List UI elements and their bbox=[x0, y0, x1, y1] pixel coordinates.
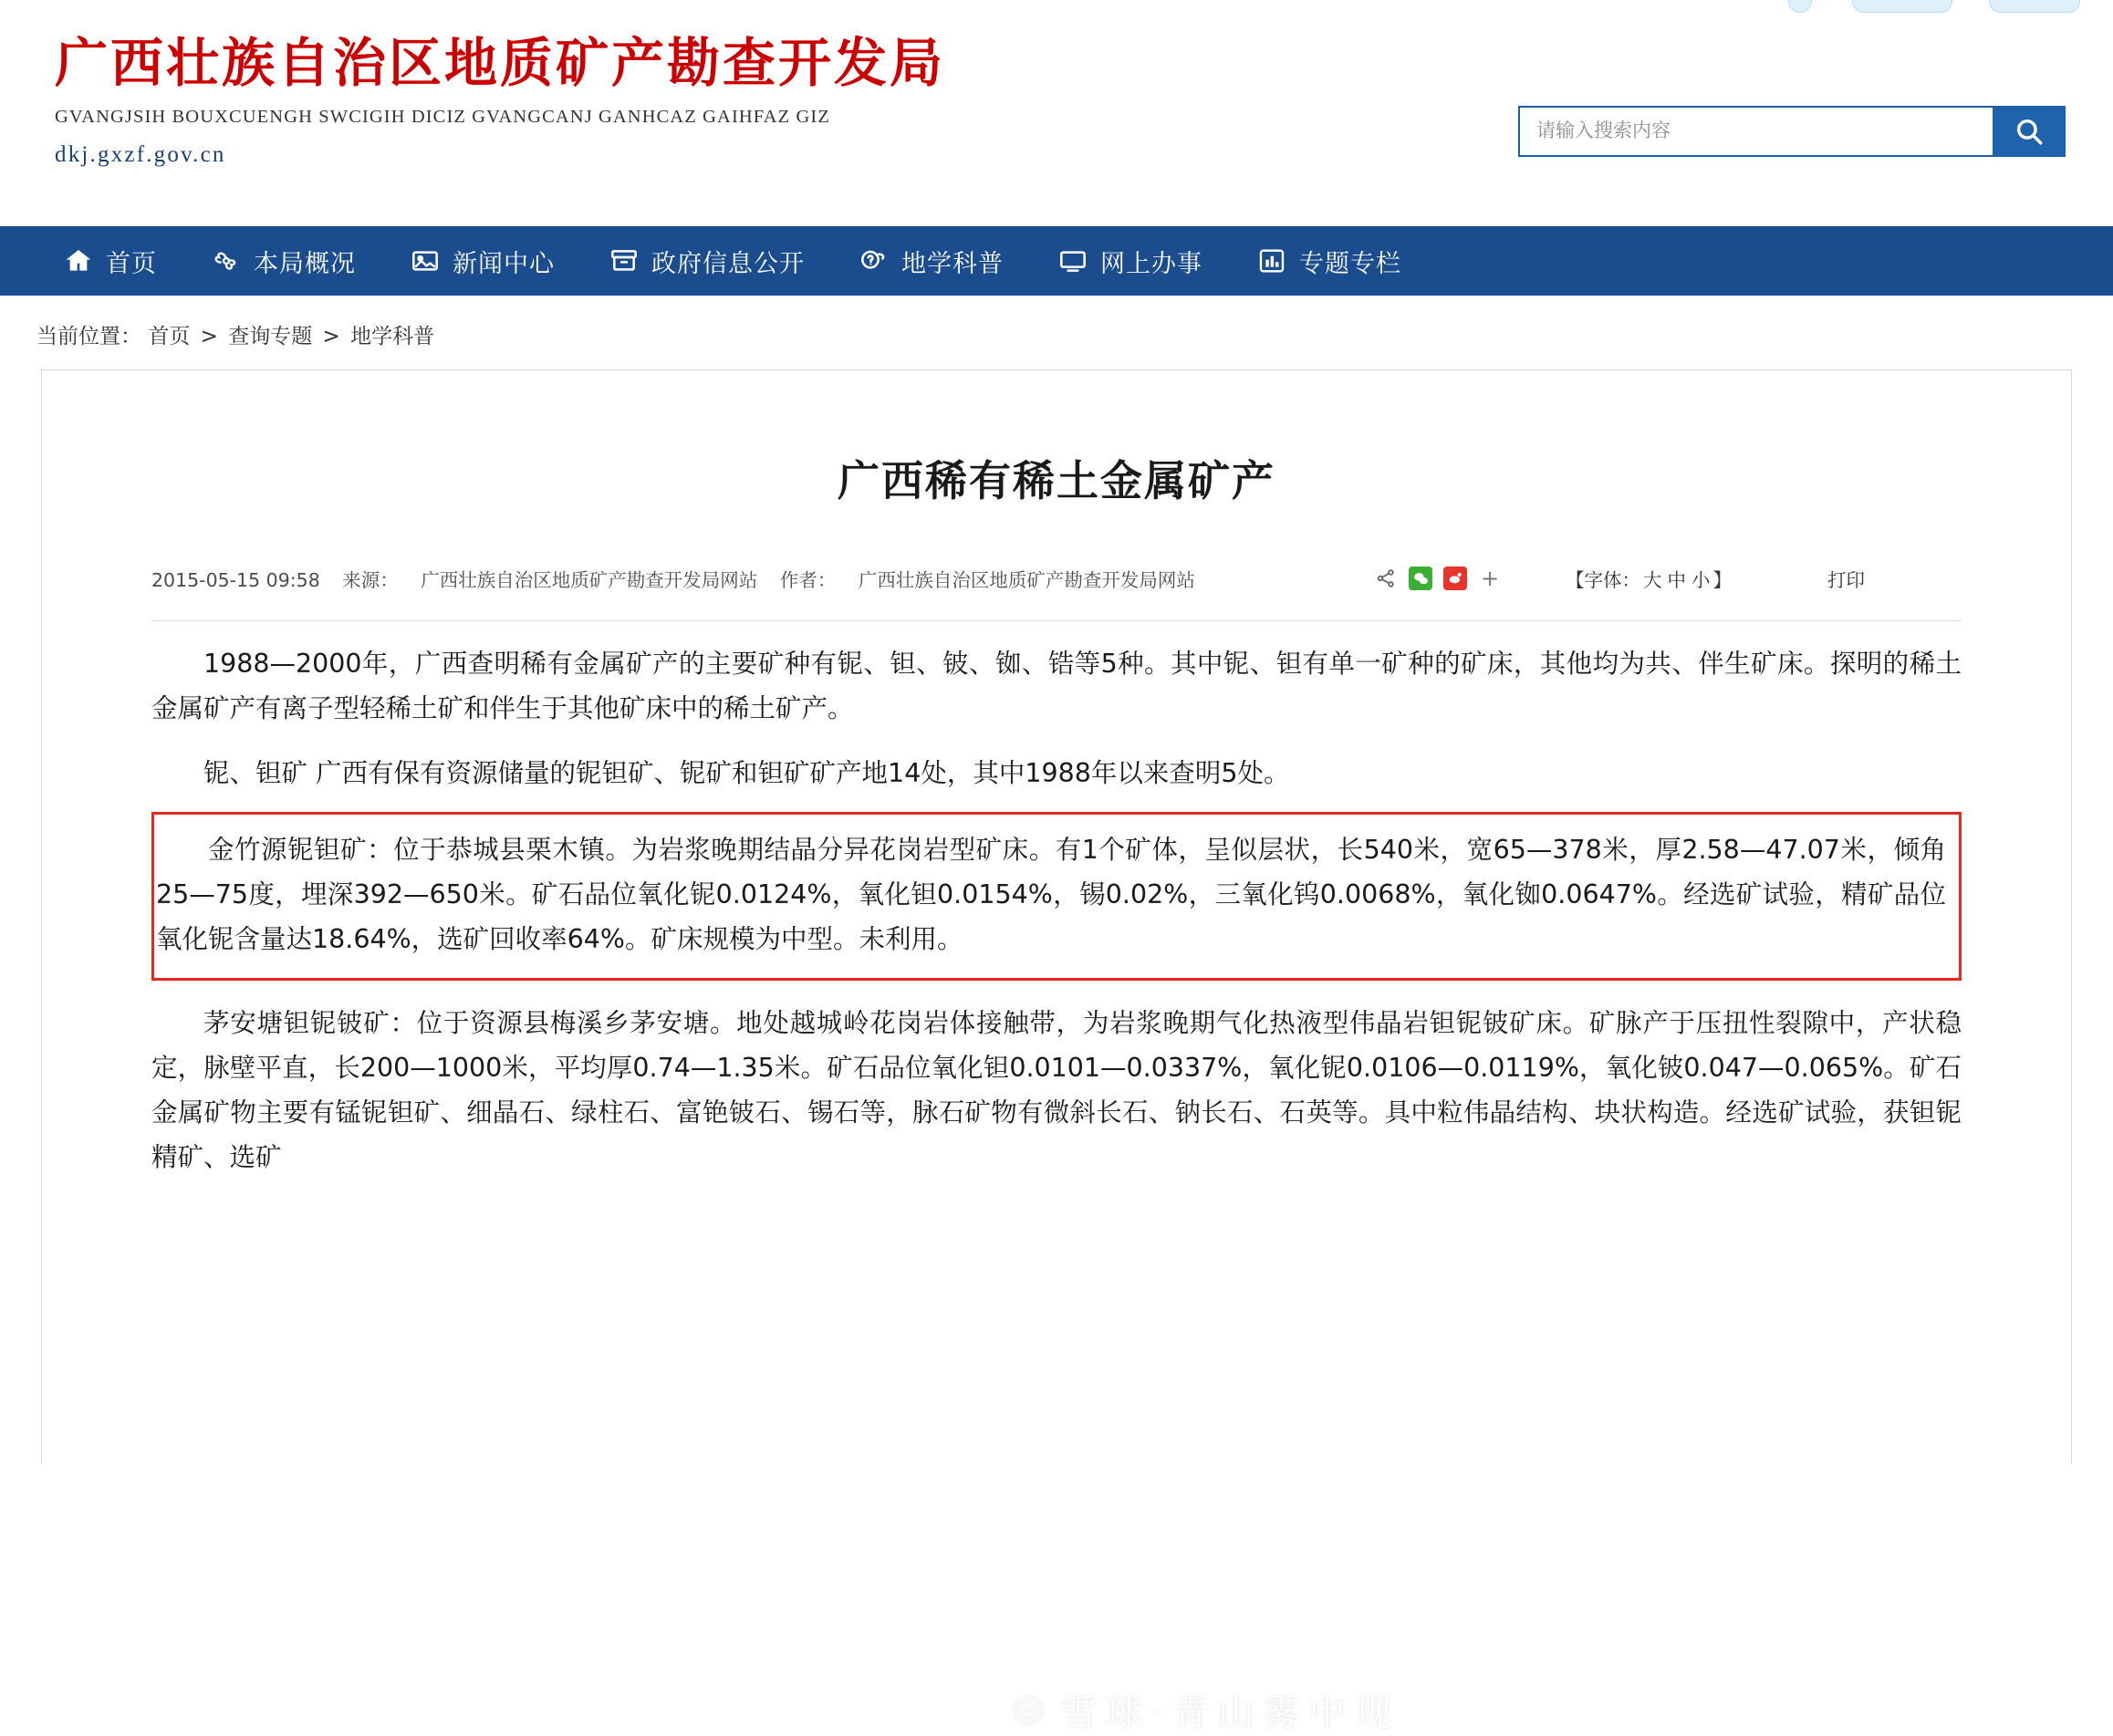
nav-item-online-service[interactable] bbox=[1031, 226, 1230, 296]
nav-item-label: 本局概况 bbox=[254, 249, 356, 278]
browser-top-strip bbox=[0, 0, 2113, 16]
site-header bbox=[0, 16, 2113, 226]
font-size-medium[interactable]: 中 bbox=[1667, 569, 1686, 591]
archive-icon bbox=[609, 246, 639, 275]
article-body bbox=[151, 641, 1962, 1180]
question-icon bbox=[859, 246, 889, 275]
nav-item-label: 专题专栏 bbox=[1299, 249, 1401, 278]
browser-pill-button-2[interactable] bbox=[1989, 0, 2080, 13]
highlighted-paragraph-box bbox=[151, 812, 1962, 981]
nav-item-label: 网上办事 bbox=[1100, 249, 1202, 278]
search-input[interactable] bbox=[1518, 106, 1993, 157]
nav-item-label: 政府信息公开 bbox=[651, 249, 805, 278]
share-icons bbox=[1374, 567, 1502, 590]
breadcrumb-separator: > bbox=[322, 325, 340, 348]
article-paragraph: 铌、钽矿 广西有保有资源储量的铌钽矿、铌矿和钽矿矿产地14处，其中1988年以来查明5处。 bbox=[203, 757, 1290, 788]
font-size-control bbox=[1566, 565, 1732, 592]
home-icon bbox=[64, 246, 93, 275]
article-author-label: 作者： bbox=[779, 569, 837, 591]
article-paragraph: 茅安塘钽铌铍矿：位于资源县梅溪乡茅安塘。地处越城岭花岗岩体接触带，为岩浆晚期气化热液型伟晶岩钽铌铍矿床。矿脉产于压扭性裂隙中，产状稳定，脉壁平直，长200—1000米，平均厚0.74—1.35米。矿石品位氧化钽0.0101—0.0337%，氧化铌0.0106—0.0119%，氧化铍0.047—0.065%。矿石金属矿物主要有锰铌钽矿、细晶石、绿柱石、富铯铍石、锡石等，脉石矿物有微斜长石、钠长石、石英等。具中粒伟晶结构、块状构造。经选矿试验，获钽铌精矿、选矿 bbox=[151, 1007, 1962, 1172]
nav-item-label: 新闻中心 bbox=[453, 249, 555, 278]
share-icon[interactable] bbox=[1374, 567, 1398, 590]
breadcrumb bbox=[0, 296, 2113, 369]
weibo-icon[interactable] bbox=[1443, 567, 1467, 590]
nav-item-label: 首页 bbox=[106, 249, 157, 278]
font-size-large[interactable]: 大 bbox=[1643, 569, 1662, 591]
browser-circle-button[interactable] bbox=[1788, 0, 1812, 13]
breadcrumb-separator: > bbox=[200, 325, 218, 348]
breadcrumb-item-home[interactable]: 首页 bbox=[148, 325, 191, 348]
font-size-label-end: 】 bbox=[1712, 569, 1732, 591]
search-icon bbox=[2014, 116, 2045, 147]
watermark-logo-icon bbox=[1009, 1691, 1047, 1730]
article-author: 广西壮族自治区地质矿产勘查开发局网站 bbox=[858, 569, 1195, 591]
monitor-icon bbox=[1058, 246, 1088, 275]
browser-pill-button-1[interactable] bbox=[1852, 0, 1952, 13]
article-source-label: 来源： bbox=[342, 569, 399, 591]
breadcrumb-item-query-topic[interactable]: 查询专题 bbox=[228, 325, 313, 348]
site-logo-pinyin: GVANGJSIH BOUXCUENGH SWCIGIH DICIZ GVANGCANJ GANHCAZ GAIHFAZ GIZ bbox=[55, 106, 830, 127]
watermark-text: 雪球·青山雾中现 bbox=[1060, 1692, 1400, 1734]
nav-item-home[interactable] bbox=[36, 226, 184, 296]
search-box bbox=[1518, 106, 2066, 157]
nav-item-special-column[interactable] bbox=[1230, 226, 1429, 296]
print-button[interactable]: 打印 bbox=[1827, 569, 1865, 591]
meta-divider bbox=[151, 620, 1962, 621]
image-icon bbox=[411, 246, 440, 275]
font-size-label: 【字体： bbox=[1566, 569, 1640, 591]
font-size-small[interactable]: 小 bbox=[1691, 569, 1711, 591]
site-logo-title: 广西壮族自治区地质矿产勘查开发局 bbox=[55, 32, 946, 94]
nav-item-news[interactable] bbox=[383, 226, 582, 296]
site-domain: dkj.gxzf.gov.cn bbox=[55, 141, 226, 167]
nav-item-gov-info[interactable] bbox=[582, 226, 832, 296]
article-paragraph: 1988—2000年，广西查明稀有金属矿产的主要矿种有铌、钽、铍、铷、锆等5种。其中铌、钽有单一矿种的矿床，其他均为共、伴生矿床。探明的稀土金属矿产有离子型轻稀土矿和伴生于其他矿床中的稀土矿产。 bbox=[151, 648, 1962, 723]
nav-item-label: 地学科普 bbox=[901, 249, 1004, 278]
article-meta-text bbox=[151, 565, 1374, 597]
article-meta bbox=[151, 565, 1962, 597]
nav-item-overview[interactable] bbox=[184, 226, 383, 296]
flower-icon bbox=[212, 246, 241, 275]
chart-icon bbox=[1257, 246, 1286, 275]
page-title: 广西稀有稀土金属矿产 bbox=[838, 456, 1275, 505]
nav-item-geoscience[interactable] bbox=[832, 226, 1031, 296]
article-source: 广西壮族自治区地质矿产勘查开发局网站 bbox=[421, 569, 758, 591]
main-nav bbox=[0, 226, 2113, 296]
article-card bbox=[41, 369, 2072, 1734]
breadcrumb-item-geoscience[interactable]: 地学科普 bbox=[350, 325, 435, 348]
article-paragraph-highlighted: 金竹源铌钽矿：位于恭城县栗木镇。为岩浆晚期结晶分异花岗岩型矿床。有1个矿体，呈似层状，长540米，宽65—378米，厚2.58—47.07米，倾角25—75度，埋深392—650米。矿石品位氧化铌0.0124%，氧化钽0.0154%，锡0.02%，三氧化钨0.0068%，氧化铷0.0647%。经选矿试验，精矿品位氧化铌含量达18.64%，选矿回收率64%。矿床规模为中型。未利用。 bbox=[156, 834, 1946, 954]
breadcrumb-prefix: 当前位置： bbox=[36, 325, 141, 348]
search-button[interactable] bbox=[1993, 106, 2066, 157]
article-date: 2015-05-15 09:58 bbox=[151, 569, 320, 591]
wechat-icon[interactable] bbox=[1409, 567, 1432, 590]
plus-icon[interactable]: + bbox=[1480, 566, 1500, 591]
watermark bbox=[1009, 1684, 1400, 1736]
